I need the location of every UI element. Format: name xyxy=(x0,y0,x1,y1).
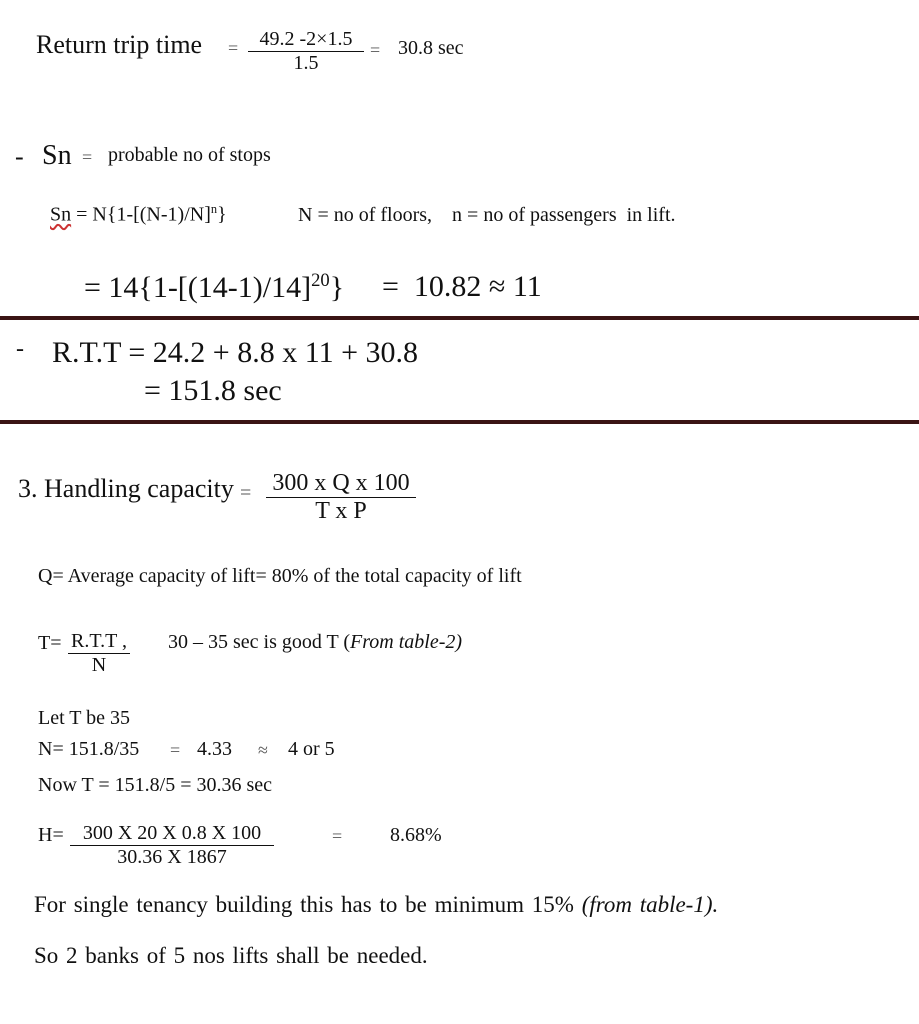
sn-calc-close: } xyxy=(329,271,345,304)
h-calc-numerator: 300 X 20 X 0.8 X 100 xyxy=(70,822,274,846)
return-trip-equals-2: = xyxy=(370,40,381,60)
h-calc-fraction xyxy=(70,822,274,869)
sn-definition: probable no of stops xyxy=(108,144,271,166)
t-def-note-source: From table-2) xyxy=(350,631,463,653)
h-calc-result: 8.68% xyxy=(390,824,442,846)
return-trip-numerator: 49.2 -2×1.5 xyxy=(248,28,364,52)
h-calc-equals: = xyxy=(332,826,343,846)
sn-bullet: - xyxy=(15,142,24,171)
sn-equals: = xyxy=(82,147,93,167)
t-def-fraction xyxy=(68,630,130,677)
n-calc-result: 4 or 5 xyxy=(288,738,335,760)
now-t-line: Now T = 151.8/5 = 30.36 sec xyxy=(38,774,273,796)
sn-calc xyxy=(84,270,344,305)
sn-calc-expression: = 14{1-[(14-1)/14] xyxy=(84,271,312,304)
t-def-denominator: N xyxy=(91,654,107,676)
n-calc-lhs: N= 151.8/35 xyxy=(38,738,140,760)
tenancy-note-source: (from table-1). xyxy=(581,892,719,917)
return-trip-denominator: 1.5 xyxy=(293,52,319,74)
sn-formula-lhs: Sn xyxy=(50,203,72,226)
handling-numerator: 300 x Q x 100 xyxy=(266,470,416,498)
handling-fraction xyxy=(266,470,416,525)
rtt-box-bottom-rule xyxy=(0,420,919,424)
handling-denominator: T x P xyxy=(315,498,367,524)
rtt-line-2: = 151.8 sec xyxy=(144,374,282,407)
handling-label: 3. Handling capacity xyxy=(18,474,234,503)
return-trip-fraction xyxy=(248,28,364,75)
n-calc-approx: ≈ xyxy=(258,740,268,760)
t-def-numerator: R.T.T , xyxy=(68,630,130,654)
sn-formula-close: } xyxy=(217,203,227,226)
sn-formula-exponent: n xyxy=(210,202,218,216)
rtt-line-1: R.T.T = 24.2 + 8.8 x 11 + 30.8 xyxy=(52,336,419,369)
rtt-bullet: - xyxy=(16,336,24,362)
t-def-note-text: 30 – 35 sec is good T ( xyxy=(168,631,351,653)
h-calc-lhs: H= xyxy=(38,824,64,846)
return-trip-result: 30.8 sec xyxy=(398,37,464,59)
h-calc-denominator: 30.36 X 1867 xyxy=(117,846,227,868)
sn-symbol: Sn xyxy=(42,140,72,171)
n-calc-equals: = xyxy=(170,740,181,760)
handling-equals: = xyxy=(240,482,252,504)
sn-calc-exponent: 20 xyxy=(311,270,330,291)
let-t-line: Let T be 35 xyxy=(38,707,131,729)
return-trip-label: Return trip time xyxy=(36,30,203,59)
q-definition: Q= Average capacity of lift= 80% of the total capacity of lift xyxy=(38,565,522,587)
n-calc-value: 4.33 xyxy=(197,738,232,760)
tenancy-note xyxy=(34,892,718,918)
sn-formula-rhs: = N{1-[(N-1)/N] xyxy=(71,203,211,226)
t-def-lhs: T= xyxy=(38,632,62,654)
tenancy-note-text: For single tenancy building this has to be minimum 15% xyxy=(34,892,582,917)
return-trip-equals: = xyxy=(228,38,239,58)
conclusion: So 2 banks of 5 nos lifts shall be needed. xyxy=(34,943,428,968)
sn-calc-result: = 10.82 ≈ 11 xyxy=(382,270,542,303)
sn-formula-note: N = no of floors, n = no of passengers in lift. xyxy=(298,204,676,226)
sn-formula xyxy=(50,202,227,227)
t-def-note xyxy=(168,631,462,654)
rtt-box-top-rule xyxy=(0,316,919,320)
